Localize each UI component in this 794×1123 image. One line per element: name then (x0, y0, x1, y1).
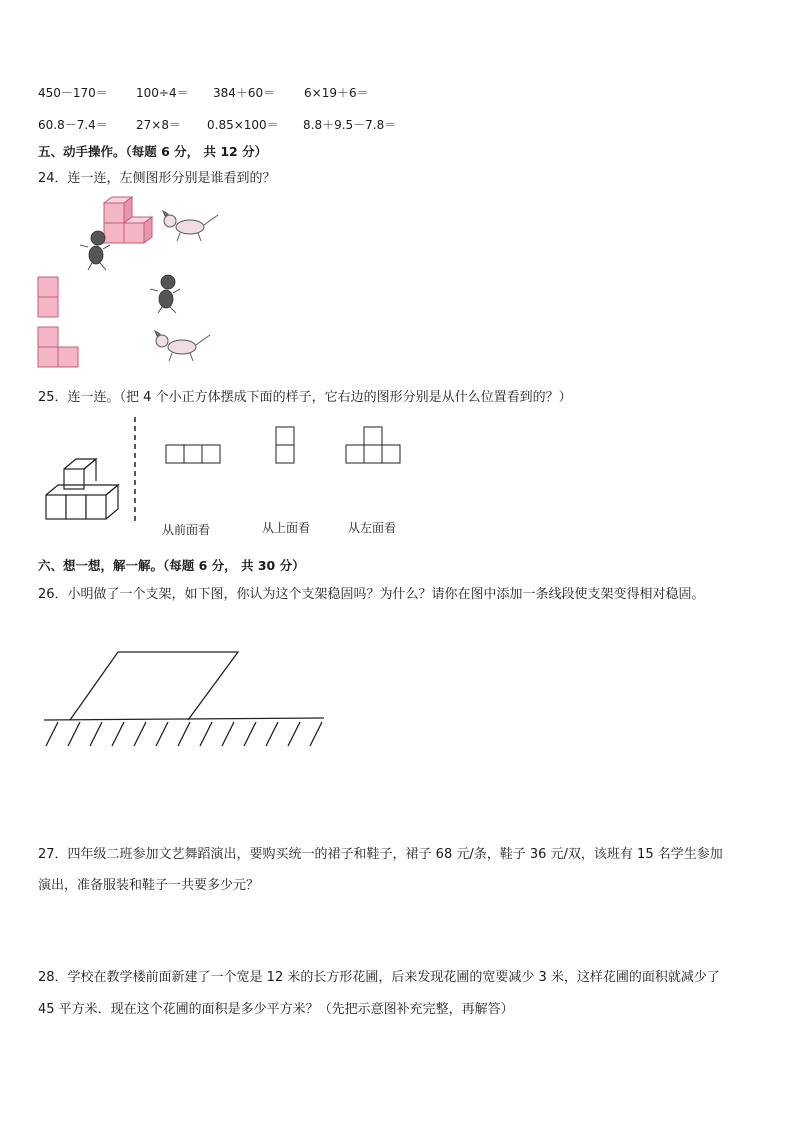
q28-line2: 45 平方米．现在这个花圃的面积是多少平方米？（先把示意图补充完整，再解答） (38, 1002, 514, 1017)
label-front-view: 从前面看 (162, 523, 211, 537)
q25-figure (40, 415, 420, 525)
label-top-view: 从上面看 (262, 521, 311, 535)
q28-line1: 28．学校在教学楼前面新建了一个宽是 12 米的长方形花圃，后来发现花圃的宽要减少 3 米，这样花圃的面积就减少了 (38, 970, 720, 985)
calc-r2-c3: 0.85×100＝ (207, 118, 279, 132)
section-6-title: 六、想一想，解一解。（每题 6 分， 共 30 分） (38, 558, 305, 573)
q26-text: 26．小明做了一个支架，如下图，你认为这个支架稳固吗？为什么？请你在图中添加一条线段使支架变得相对稳固。 (38, 587, 705, 602)
calc-r1-c3: 384＋60＝ (213, 86, 276, 100)
cube-arrangement (46, 459, 118, 519)
view-top (276, 427, 294, 463)
calc-r1-c1: 450－170＝ (38, 86, 108, 100)
view-left (346, 427, 400, 463)
section-5-title: 五、动手操作。（每题 6 分， 共 12 分） (38, 144, 268, 159)
view-front (166, 445, 220, 463)
view-vertical-two (38, 277, 58, 317)
dog-icon (163, 211, 218, 241)
q25-text: 25．连一连。（把 4 个小正方体摆成下面的样子，它右边的图形分别是从什么位置看到的？） (38, 390, 572, 405)
q24-figure (30, 195, 220, 375)
calc-r1-c4: 6×19＋6＝ (304, 86, 369, 100)
label-left-view: 从左面看 (348, 521, 397, 535)
monkey-icon-2 (150, 275, 180, 313)
calc-r2-c2: 27×8＝ (136, 118, 181, 132)
q26-support-figure (40, 640, 330, 755)
cube-stack (104, 197, 152, 243)
q27-line2: 演出，准备服装和鞋子一共要多少元？ (38, 878, 260, 893)
calc-r2-c4: 8.8＋9.5－7.8＝ (303, 118, 397, 132)
calc-r2-c1: 60.8－7.4＝ (38, 118, 108, 132)
q24-text: 24．连一连，左侧图形分别是谁看到的？ (38, 171, 276, 186)
dog-icon-2 (155, 331, 210, 361)
calc-r1-c2: 100÷4＝ (136, 86, 189, 100)
q27-line1: 27．四年级二班参加文艺舞蹈演出，要购买统一的裙子和鞋子，裙子 68 元/条，鞋子 36 元/双，该班有 15 名学生参加 (38, 847, 723, 862)
view-l-shape (38, 327, 78, 367)
